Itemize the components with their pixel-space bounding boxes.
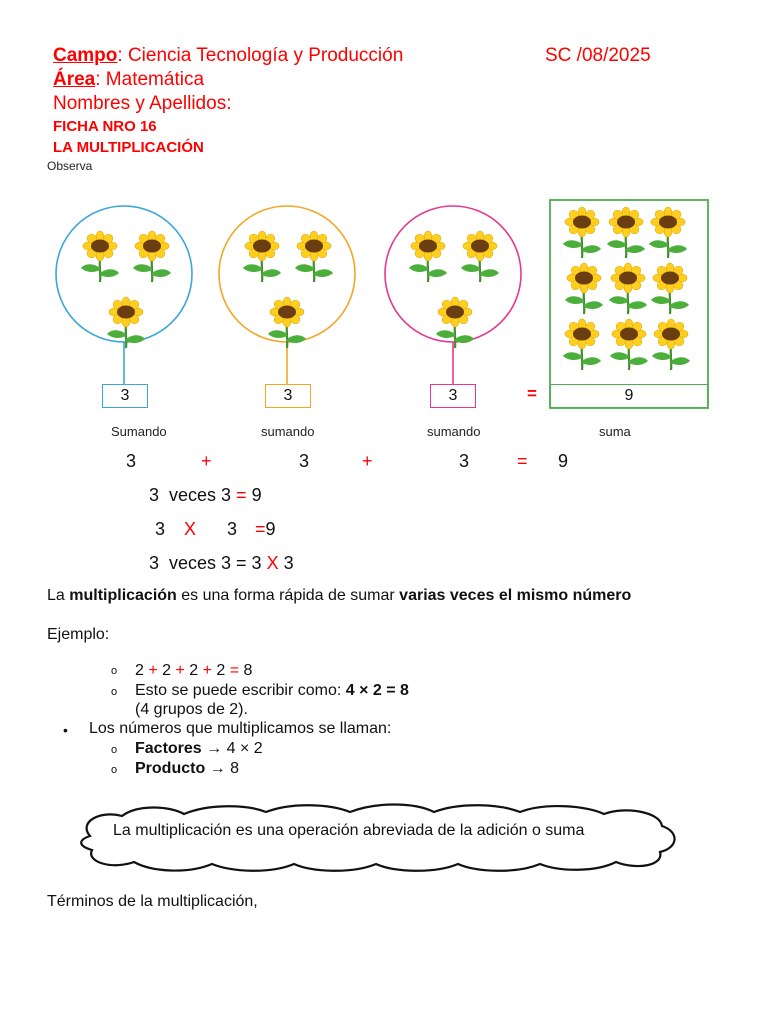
sunflower-icon <box>133 231 171 282</box>
sum-term: 3 <box>299 451 310 471</box>
equals-sign: = <box>527 384 537 403</box>
sum-result: 9 <box>558 451 569 471</box>
sum-label: suma <box>599 424 631 439</box>
sum-term: 3 <box>126 451 137 471</box>
factor: 3 <box>227 519 238 539</box>
equals-sign: = <box>517 451 528 471</box>
cloud-text: La multiplicación es una operación abreviada de la adición o suma <box>113 822 585 839</box>
example-product: Esto se puede escribir como: 4 × 2 = 8 <box>135 682 409 699</box>
area-value: : Matemática <box>95 69 205 90</box>
sunflower-icon <box>81 231 119 282</box>
example-sum: 2 + 2 + 2 + 2 = 8 <box>135 662 253 679</box>
sunflower-icon <box>295 231 333 282</box>
campo-value: : Ciencia Tecnología y Producción <box>117 45 404 66</box>
group3-count: 3 <box>430 384 476 408</box>
bullet-dot-icon: • <box>63 722 68 738</box>
names-field: Nombres y Apellidos: <box>53 93 232 114</box>
result-count: 9 <box>550 384 708 408</box>
sunflower-icon <box>461 231 499 282</box>
example-title: Ejemplo: <box>47 626 110 643</box>
definition-text: La multiplicación es una forma rápida de sumar varias veces el mismo número <box>47 587 632 604</box>
product-item: Producto → 8 <box>135 760 240 777</box>
area-line <box>53 68 204 92</box>
sunflower-icon <box>409 231 447 282</box>
result-part: =9 <box>255 519 276 539</box>
veces-x-line: 3 veces 3 = 3 X 3 <box>149 553 294 573</box>
addend-label: Sumando <box>111 424 167 439</box>
plus-sign: + <box>362 451 373 471</box>
plus-sign: + <box>201 451 212 471</box>
bullet-circle-icon: o <box>111 686 118 698</box>
factors-item: Factores → 4 × 2 <box>135 740 263 757</box>
date: SC /08/2025 <box>545 45 651 66</box>
terms-heading: Términos de la multiplicación, <box>47 893 258 910</box>
bullet-circle-icon: o <box>111 665 118 677</box>
factor: 3 <box>155 519 166 539</box>
addend-label: sumando <box>427 424 481 439</box>
area-label: Área <box>53 69 96 90</box>
bullet-circle-icon: o <box>111 764 118 776</box>
group1-count: 3 <box>102 384 148 408</box>
factors-intro: Los números que multiplicamos se llaman: <box>89 720 392 737</box>
bullet-circle-icon: o <box>111 744 118 756</box>
times-sign: X <box>184 519 197 539</box>
sunflower-icon <box>243 231 281 282</box>
campo-line <box>53 44 403 68</box>
sum-term: 3 <box>459 451 470 471</box>
veces-line: 3 veces 3 = 9 <box>149 485 262 505</box>
observe-label: Observa <box>47 159 93 173</box>
campo-label: Campo <box>53 45 118 66</box>
example-groups: (4 grupos de 2). <box>135 701 248 718</box>
group2-count: 3 <box>265 384 311 408</box>
addend-label: sumando <box>261 424 315 439</box>
topic-title: LA MULTIPLICACIÓN <box>53 139 204 156</box>
ficha-number: FICHA NRO 16 <box>53 118 157 135</box>
